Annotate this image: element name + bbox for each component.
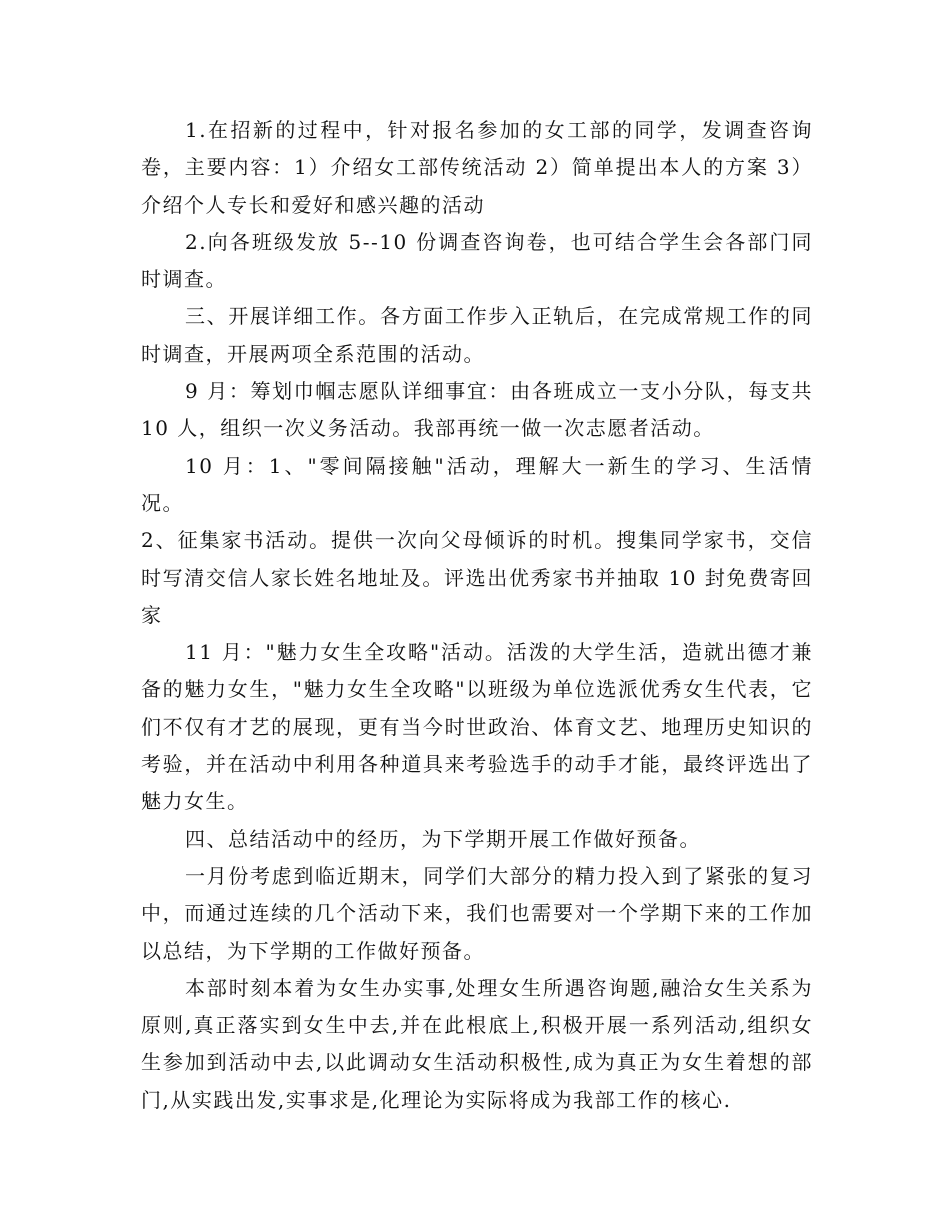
document-body [141,112,813,1119]
paragraph-section-four: 四、总结活动中的经历，为下学期开展工作做好预备。 [185,826,701,851]
paragraph-october-letters: 2、征集家书活动。提供一次向父母倾诉的时机。搜集同学家书，交信时写清交信人家长姓名地址及。评选出优秀家书并抽取 10 封免费寄回家 [141,528,813,627]
paragraph-november: 11 月："魅力女生全攻略"活动。活泼的大学生活，造就出德才兼备的魅力女生，"魅力女生全攻略"以班级为单位选派优秀女生代表，它们不仅有才艺的展现，更有当今时世政治、体育文艺、地理历史知识的考验，并在活动中利用各种道具来考验选手的动手才能，最终评选出了魅力女生。 [141,640,813,814]
paragraph-survey-classes: 2.向各班级发放 5--10 份调查咨询卷，也可结合学生会各部门同时调查。 [141,229,813,292]
paragraph-october: 10 月：1、"零间隔接触"活动，理解大一新生的学习、生活情况。 [141,453,813,515]
paragraph-survey-recruit: 1.在招新的过程中，针对报名参加的女工部的同学，发调查咨询卷，主要内容：1）介绍女工部传统活动 2）简单提出本人的方案 3）介绍个人专长和爱好和感兴趣的活动 [141,118,813,217]
paragraph-section-three: 三、开展详细工作。各方面工作步入正轨后，在完成常规工作的同时调查，开展两项全系范围的活动。 [141,304,813,366]
paragraph-conclusion: 本部时刻本着为女生办实事,处理女生所遇咨询题,融洽女生关系为原则,真正落实到女生中去,并在此根底上,积极开展一系列活动,组织女生参加到活动中去,以此调动女生活动积极性,成为真正为女生着想的部门,从实践出发,实事求是,化理论为实际将成为我部工作的核心. [141,975,813,1112]
paragraph-january: 一月份考虑到临近期末，同学们大部分的精力投入到了紧张的复习中，而通过连续的几个活动下来，我们也需要对一个学期下来的工作加以总结，为下学期的工作做好预备。 [141,863,813,963]
paragraph-september: 9 月：筹划巾帼志愿队详细事宜：由各班成立一支小分队，每支共 10 人，组织一次义务活动。我部再统一做一次志愿者活动。 [141,379,813,441]
